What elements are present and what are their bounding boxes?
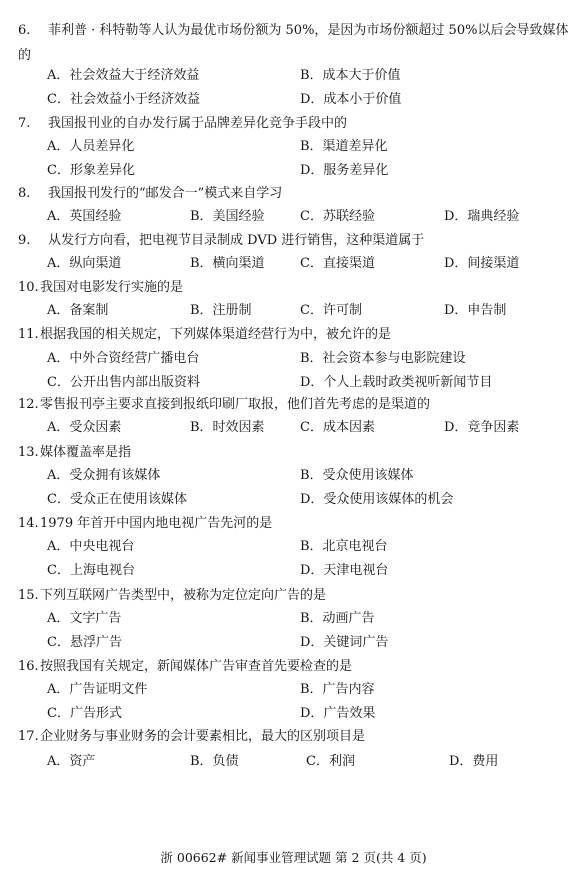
option-a: A．资产 — [47, 754, 96, 769]
question-number: 11. — [18, 327, 39, 342]
option-d: D．申告制 — [444, 303, 507, 318]
option-a: A．受众拥有该媒体 — [47, 468, 161, 483]
option-d: D．成本小于价值 — [300, 92, 402, 107]
option-b: B．负债 — [190, 754, 239, 769]
question-stem: 菲利普 · 科特勒等人认为最优市场份额为 50%，是因为市场份额超过 50%以后会导致媒体的 — [18, 23, 569, 63]
question-stem: 媒体覆盖率是指 — [40, 445, 132, 460]
question-text — [18, 327, 391, 343]
option-d: D．间接渠道 — [444, 256, 520, 271]
question-text — [18, 397, 430, 413]
option-c: C．成本因素 — [300, 420, 375, 435]
option-d: D．竞争因素 — [444, 420, 520, 435]
option-c: C．社会效益小于经济效益 — [47, 92, 200, 107]
question-text — [18, 233, 424, 249]
option-a: A．中央电视台 — [47, 539, 135, 554]
question-text — [18, 659, 352, 675]
question-number: 15. — [18, 588, 39, 603]
question-text — [18, 516, 272, 532]
question-number: 6. — [18, 23, 31, 38]
option-a: A．英国经验 — [47, 209, 122, 224]
option-c: C．上海电视台 — [47, 563, 135, 578]
question-stem: 按照我国有关规定，新闻媒体广告审查首先要检查的是 — [40, 659, 353, 674]
option-a: A．备案制 — [47, 303, 109, 318]
option-b: B．横向渠道 — [190, 256, 265, 271]
option-a: A．受众因素 — [47, 420, 122, 435]
option-d: D．广告效果 — [300, 706, 376, 721]
question-number: 8. — [18, 186, 31, 201]
question-number: 16. — [18, 659, 39, 674]
option-b: B．北京电视台 — [300, 539, 388, 554]
option-a: A．纵向渠道 — [47, 256, 122, 271]
option-d: D．服务差异化 — [300, 163, 389, 178]
option-a: A．社会效益大于经济效益 — [47, 68, 200, 83]
question-number: 14. — [18, 516, 39, 531]
option-a: A．中外合资经营广播电台 — [47, 351, 200, 366]
question-stem: 1979 年首开中国内地电视广告先河的是 — [40, 516, 273, 531]
option-b: B．广告内容 — [300, 682, 375, 697]
option-b: B．成本大于价值 — [300, 68, 401, 83]
option-c: C．利润 — [306, 754, 355, 769]
option-c: C．悬浮广告 — [47, 635, 122, 650]
question-text — [18, 729, 365, 745]
option-c: C．苏联经验 — [300, 209, 375, 224]
option-b: B．社会资本参与电影院建设 — [300, 351, 466, 366]
option-b: B．渠道差异化 — [300, 139, 388, 154]
question-stem: 从发行方向看，把电视节目录制成 DVD 进行销售，这种渠道属于 — [48, 233, 425, 248]
page-footer: 浙 00662# 新闻事业管理试题 第 2 页(共 4 页) — [160, 850, 427, 865]
question-stem: 我国报刊发行的“邮发合一”模式来自学习 — [48, 186, 283, 201]
question-number: 12. — [18, 397, 39, 412]
option-d: D．关键词广告 — [300, 635, 389, 650]
question-text — [18, 588, 326, 604]
question-text — [18, 445, 131, 461]
option-d: D．费用 — [449, 754, 499, 769]
option-c: C．广告形式 — [47, 706, 122, 721]
question-stem: 我国报刊业的自办发行属于品牌差异化竞争手段中的 — [48, 116, 348, 131]
question-stem: 下列互联网广告类型中，被称为定位定向广告的是 — [40, 588, 327, 603]
option-b: B．动画广告 — [300, 611, 375, 626]
option-d: D．瑞典经验 — [444, 209, 520, 224]
option-d: D．天津电视台 — [300, 563, 389, 578]
question-text — [18, 280, 183, 296]
option-b: B．注册制 — [190, 303, 252, 318]
question-text — [18, 116, 347, 132]
question-text — [18, 18, 573, 68]
option-c: C．公开出售内部出版资料 — [47, 375, 200, 390]
option-a: A．人员差异化 — [47, 139, 135, 154]
question-stem: 根据我国的相关规定，下列媒体渠道经营行为中，被允许的是 — [40, 327, 392, 342]
question-number: 13. — [18, 445, 39, 460]
option-c: C．受众正在使用该媒体 — [47, 492, 187, 507]
question-stem: 我国对电影发行实施的是 — [40, 280, 184, 295]
question-text — [18, 186, 282, 202]
option-b: B．受众使用该媒体 — [300, 468, 414, 483]
option-d: D．受众使用该媒体的机会 — [300, 492, 454, 507]
option-c: C．许可制 — [300, 303, 362, 318]
option-c: C．直接渠道 — [300, 256, 375, 271]
option-a: A．广告证明文件 — [47, 682, 148, 697]
question-number: 17. — [18, 729, 39, 744]
question-number: 10. — [18, 280, 39, 295]
option-b: B．美国经验 — [190, 209, 265, 224]
question-number: 9. — [18, 233, 31, 248]
question-number: 7. — [18, 116, 31, 131]
option-d: D．个人上载时政类视听新闻节目 — [300, 375, 493, 390]
option-b: B．时效因素 — [190, 420, 265, 435]
question-stem: 零售报刊亭主要求直接到报纸印刷厂取报，他们首先考虑的是渠道的 — [40, 397, 431, 412]
option-a: A．文字广告 — [47, 611, 122, 626]
option-c: C．形象差异化 — [47, 163, 135, 178]
question-stem: 企业财务与事业财务的会计要素相比，最大的区别项目是 — [40, 729, 366, 744]
